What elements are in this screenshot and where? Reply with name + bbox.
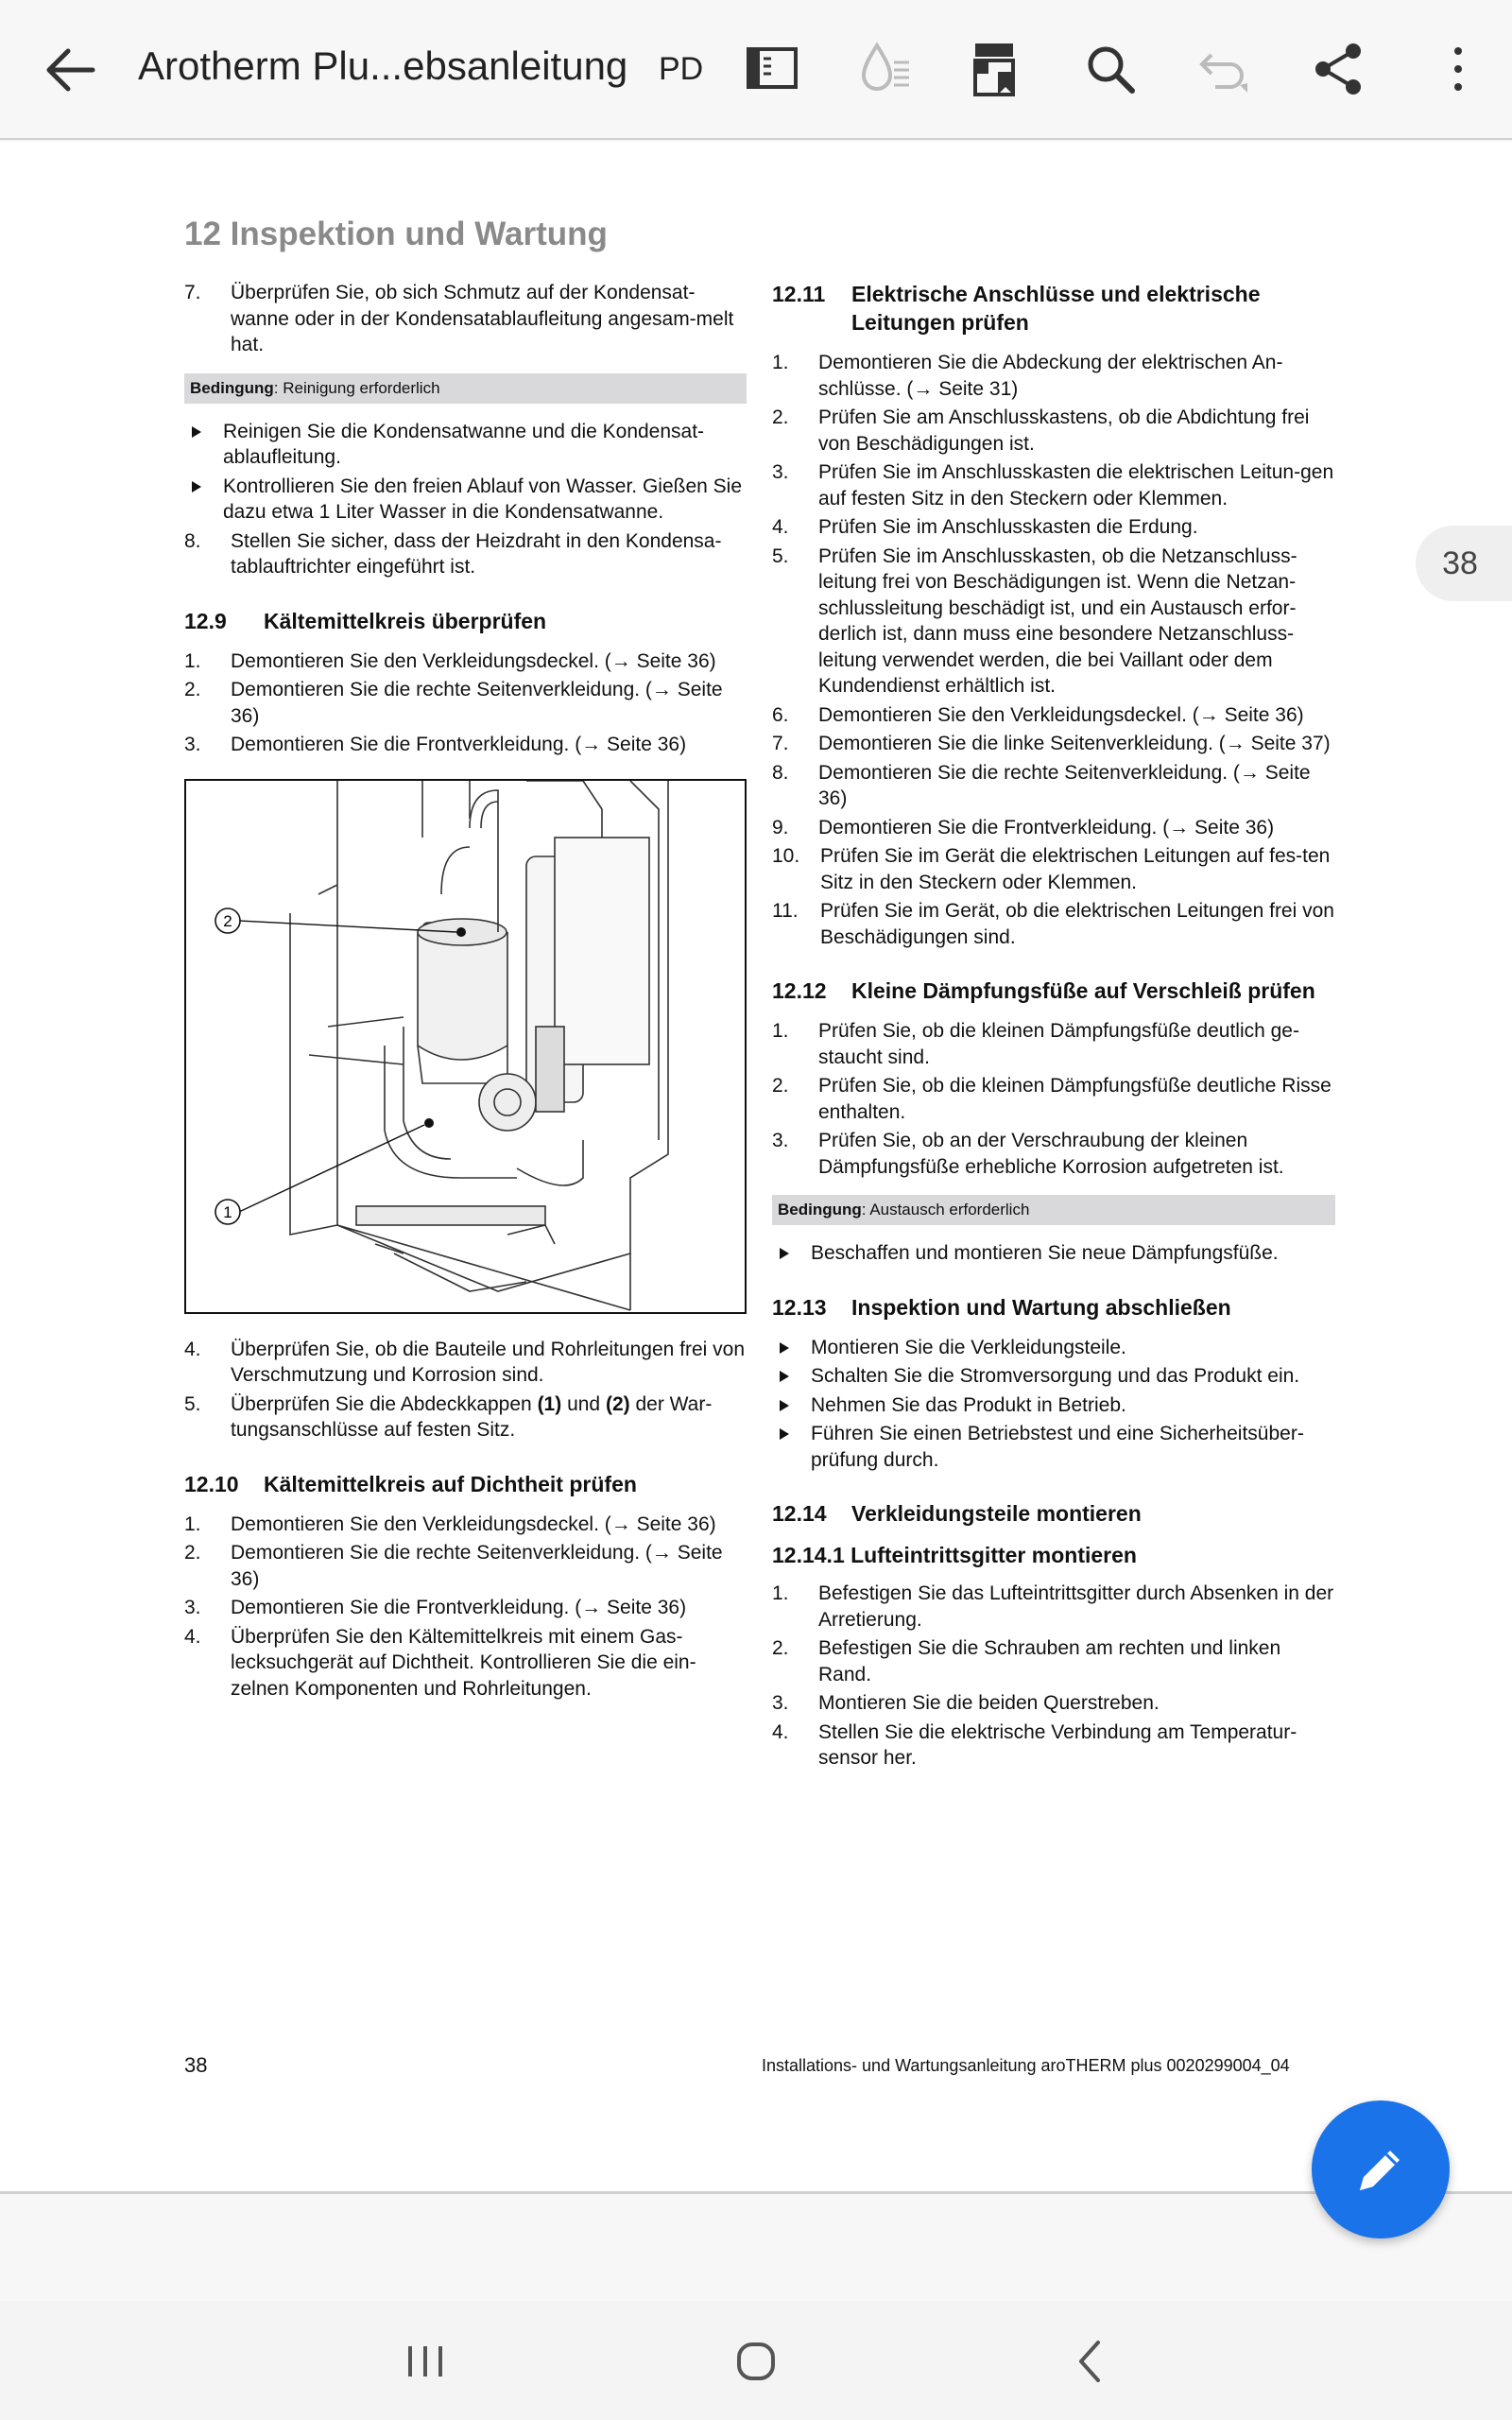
list-item: 4. Stellen Sie die elektrische Verbindung am Temperatur-sensor her. — [772, 1720, 1297, 1769]
bullet-item: Schalten Sie die Stromversorgung und das Produkt ein. — [772, 1363, 1335, 1390]
list-item: 4. Überprüfen Sie, ob die Bauteile und Rohrleitungen frei von Verschmutzung und Korrosion sind. — [184, 1338, 746, 1386]
list-item: 3. Montieren Sie die beiden Querstreben. — [772, 1692, 1160, 1714]
bookmark-panel-icon[interactable] — [964, 38, 1026, 100]
list-item: 5. Prüfen Sie im Anschlusskasten, ob die Netzanschluss-leitung frei von Beschädigungen ist. Wenn die Netzan-schlussleitung beschädigt ist, und ein Austausch erfor-derlich ist, dann muss eine besondere Netzanschluss-leitung verwendet werden, die bei Vaillant oder dem Kundendienst erhältlich ist. — [772, 544, 1297, 697]
back-arrow-icon[interactable] — [40, 42, 100, 98]
section-heading-12-9: 12.9 Kältemittelkreis überprüfen — [184, 608, 547, 633]
reading-mode-icon[interactable] — [741, 38, 803, 100]
list-item: 3. Prüfen Sie im Anschlusskasten die elektrischen Leitun-gen auf festen Sitz in den Steckern oder Klemmen. — [772, 461, 1334, 510]
page-divider — [0, 2191, 1512, 2194]
bullet-item: Kontrollieren Sie den freien Ablauf von Wasser. Gießen Sie dazu etwa 1 Liter Wasser in die Kondensatwanne. — [184, 474, 747, 526]
list-item: 4. Überprüfen Sie den Kältemittelkreis mit einem Gas-lecksuchgerät auf Dichtheit. Kontrollieren Sie die ein-zelnen Komponenten und Rohrleitungen. — [184, 1625, 696, 1700]
list-item: 10. Prüfen Sie im Gerät die elektrischen Leitungen auf fes-ten Sitz in den Steckern oder Klemmen. — [772, 845, 1331, 893]
condition-bar: Bedingung: Reinigung erforderlich — [184, 373, 747, 404]
bullet-item: Montieren Sie die Verkleidungsteile. — [772, 1335, 1335, 1361]
list-item: 8. Demontieren Sie die rechte Seitenverkleidung. (→ Seite 36) — [772, 761, 1311, 809]
document-title: Arotherm Plu...ebsanleitung — [138, 43, 628, 88]
list-item: 4. Prüfen Sie im Anschlusskasten die Erdung. — [772, 516, 1198, 538]
app-bar — [0, 0, 1512, 140]
list-item: 1. Demontieren Sie den Verkleidungsdeckel. (→ Seite 36) — [184, 1512, 716, 1535]
list-item: 1. Demontieren Sie die Abdeckung der elektrischen An-schlüsse. (→ Seite 31) — [772, 352, 1283, 400]
color-drop-icon[interactable] — [854, 38, 917, 100]
list-item: 3. Demontieren Sie die Frontverkleidung. (→ Seite 36) — [184, 734, 687, 755]
list-item: 7. Demontieren Sie die linke Seitenverkleidung. (→ Seite 37) — [772, 733, 1331, 754]
bullet-item: Führen Sie einen Betriebstest und eine Sicherheitsüber-prüfung durch. — [772, 1421, 1335, 1473]
bullet-item: Beschaffen und montieren Sie neue Dämpfungsfüße. — [772, 1240, 1335, 1267]
unit-illustration — [186, 781, 745, 1312]
section-heading-12-13: 12.13 Inspektion und Wartung abschließen — [772, 1294, 1231, 1320]
recent-apps-icon[interactable] — [397, 2333, 454, 2390]
bullet-item: Reinigen Sie die Kondensatwanne und die Kondensat-ablaufleitung. — [184, 419, 747, 471]
more-vert-icon[interactable] — [1427, 38, 1489, 100]
section-heading-12-10: 12.10 Kältemittelkreis auf Dichtheit prüfen — [184, 1471, 637, 1496]
list-item: 8. Stellen Sie sicher, dass der Heizdraht in den Kondensa-tablauftrichter eingeführt ist. — [184, 529, 722, 578]
section-heading-12-11: 12.11 Elektrische Anschlüsse und elektrische Leitungen prüfen — [772, 282, 1261, 335]
home-icon[interactable] — [728, 2333, 784, 2390]
edit-fab-button[interactable] — [1312, 2100, 1450, 2238]
system-nav-bar — [0, 2301, 1512, 2420]
section-heading-12-14: 12.14 Verkleidungsteile montieren — [772, 1501, 1142, 1526]
bullet-item: Nehmen Sie das Produkt in Betrieb. — [772, 1392, 1335, 1419]
callout-1-label: 1 — [223, 1202, 232, 1221]
pencil-icon — [1352, 2141, 1409, 2198]
list-item: 1. Demontieren Sie den Verkleidungsdeckel. (→ Seite 36) — [184, 649, 716, 672]
refrigerant-circuit-figure — [184, 779, 747, 1314]
left-column — [184, 280, 747, 1704]
page-number-badge[interactable]: 38 — [1416, 526, 1512, 601]
list-item: 2. Prüfen Sie, ob die kleinen Dämpfungsfüße deutliche Risse enthalten. — [772, 1075, 1332, 1123]
undo-icon[interactable] — [1193, 38, 1255, 100]
list-item: 2. Demontieren Sie die rechte Seitenverkleidung. (→ Seite 36) — [184, 679, 723, 727]
list-item: 1. Prüfen Sie, ob die kleinen Dämpfungsfüße deutlich ge-staucht sind. — [772, 1020, 1299, 1068]
list-item: 5. Überprüfen Sie die Abdeckkappen (1) und (2) der War-tungsanschlüsse auf festen Sitz. — [184, 1392, 713, 1441]
list-item: 7. Überprüfen Sie, ob sich Schmutz auf der Kondensat-wanne oder in der Kondensatablaufleitung angesam-melt hat. — [184, 282, 734, 355]
list-item: 11. Prüfen Sie im Gerät, ob die elektrischen Leitungen frei von Beschädigungen sind. — [772, 900, 1334, 948]
subsection-heading-12-14-1: 12.14.1 Lufteintrittsgitter montieren — [772, 1543, 1137, 1567]
right-column — [772, 280, 1335, 1774]
list-item: 3. Demontieren Sie die Frontverkleidung. (→ Seite 36) — [184, 1597, 687, 1618]
chapter-heading: 12 Inspektion und Wartung — [184, 216, 608, 252]
list-item: 1. Befestigen Sie das Lufteintrittsgitter durch Absenken in der Arretierung. — [772, 1582, 1334, 1631]
callout-2-label: 2 — [223, 911, 232, 930]
back-nav-icon[interactable] — [1062, 2333, 1119, 2390]
list-item: 9. Demontieren Sie die Frontverkleidung. (→ Seite 36) — [772, 816, 1275, 838]
file-type-label: PD — [659, 51, 704, 87]
section-heading-12-12: 12.12 Kleine Dämpfungsfüße auf Verschleiß prüfen — [772, 978, 1315, 1003]
list-item: 2. Prüfen Sie am Anschlusskastens, ob die Abdichtung frei von Beschädigungen ist. — [772, 406, 1310, 455]
list-item: 3. Prüfen Sie, ob an der Verschraubung der kleinen Dämpfungsfüße erhebliche Korrosion aufgetreten ist. — [772, 1130, 1284, 1178]
list-item: 6. Demontieren Sie den Verkleidungsdeckel. (→ Seite 36) — [772, 703, 1304, 726]
share-icon[interactable] — [1308, 38, 1370, 100]
condition-bar: Bedingung: Austausch erforderlich — [772, 1195, 1335, 1225]
page-footer-number: 38 — [184, 2053, 208, 2077]
page-footer-doc-title: Installations- und Wartungsanleitung aroTHERM plus 0020299004_04 — [762, 2056, 1290, 2075]
list-item: 2. Demontieren Sie die rechte Seitenverkleidung. (→ Seite 36) — [184, 1542, 723, 1590]
list-item: 2. Befestigen Sie die Schrauben am rechten und linken Rand. — [772, 1637, 1281, 1685]
search-icon[interactable] — [1079, 38, 1142, 100]
